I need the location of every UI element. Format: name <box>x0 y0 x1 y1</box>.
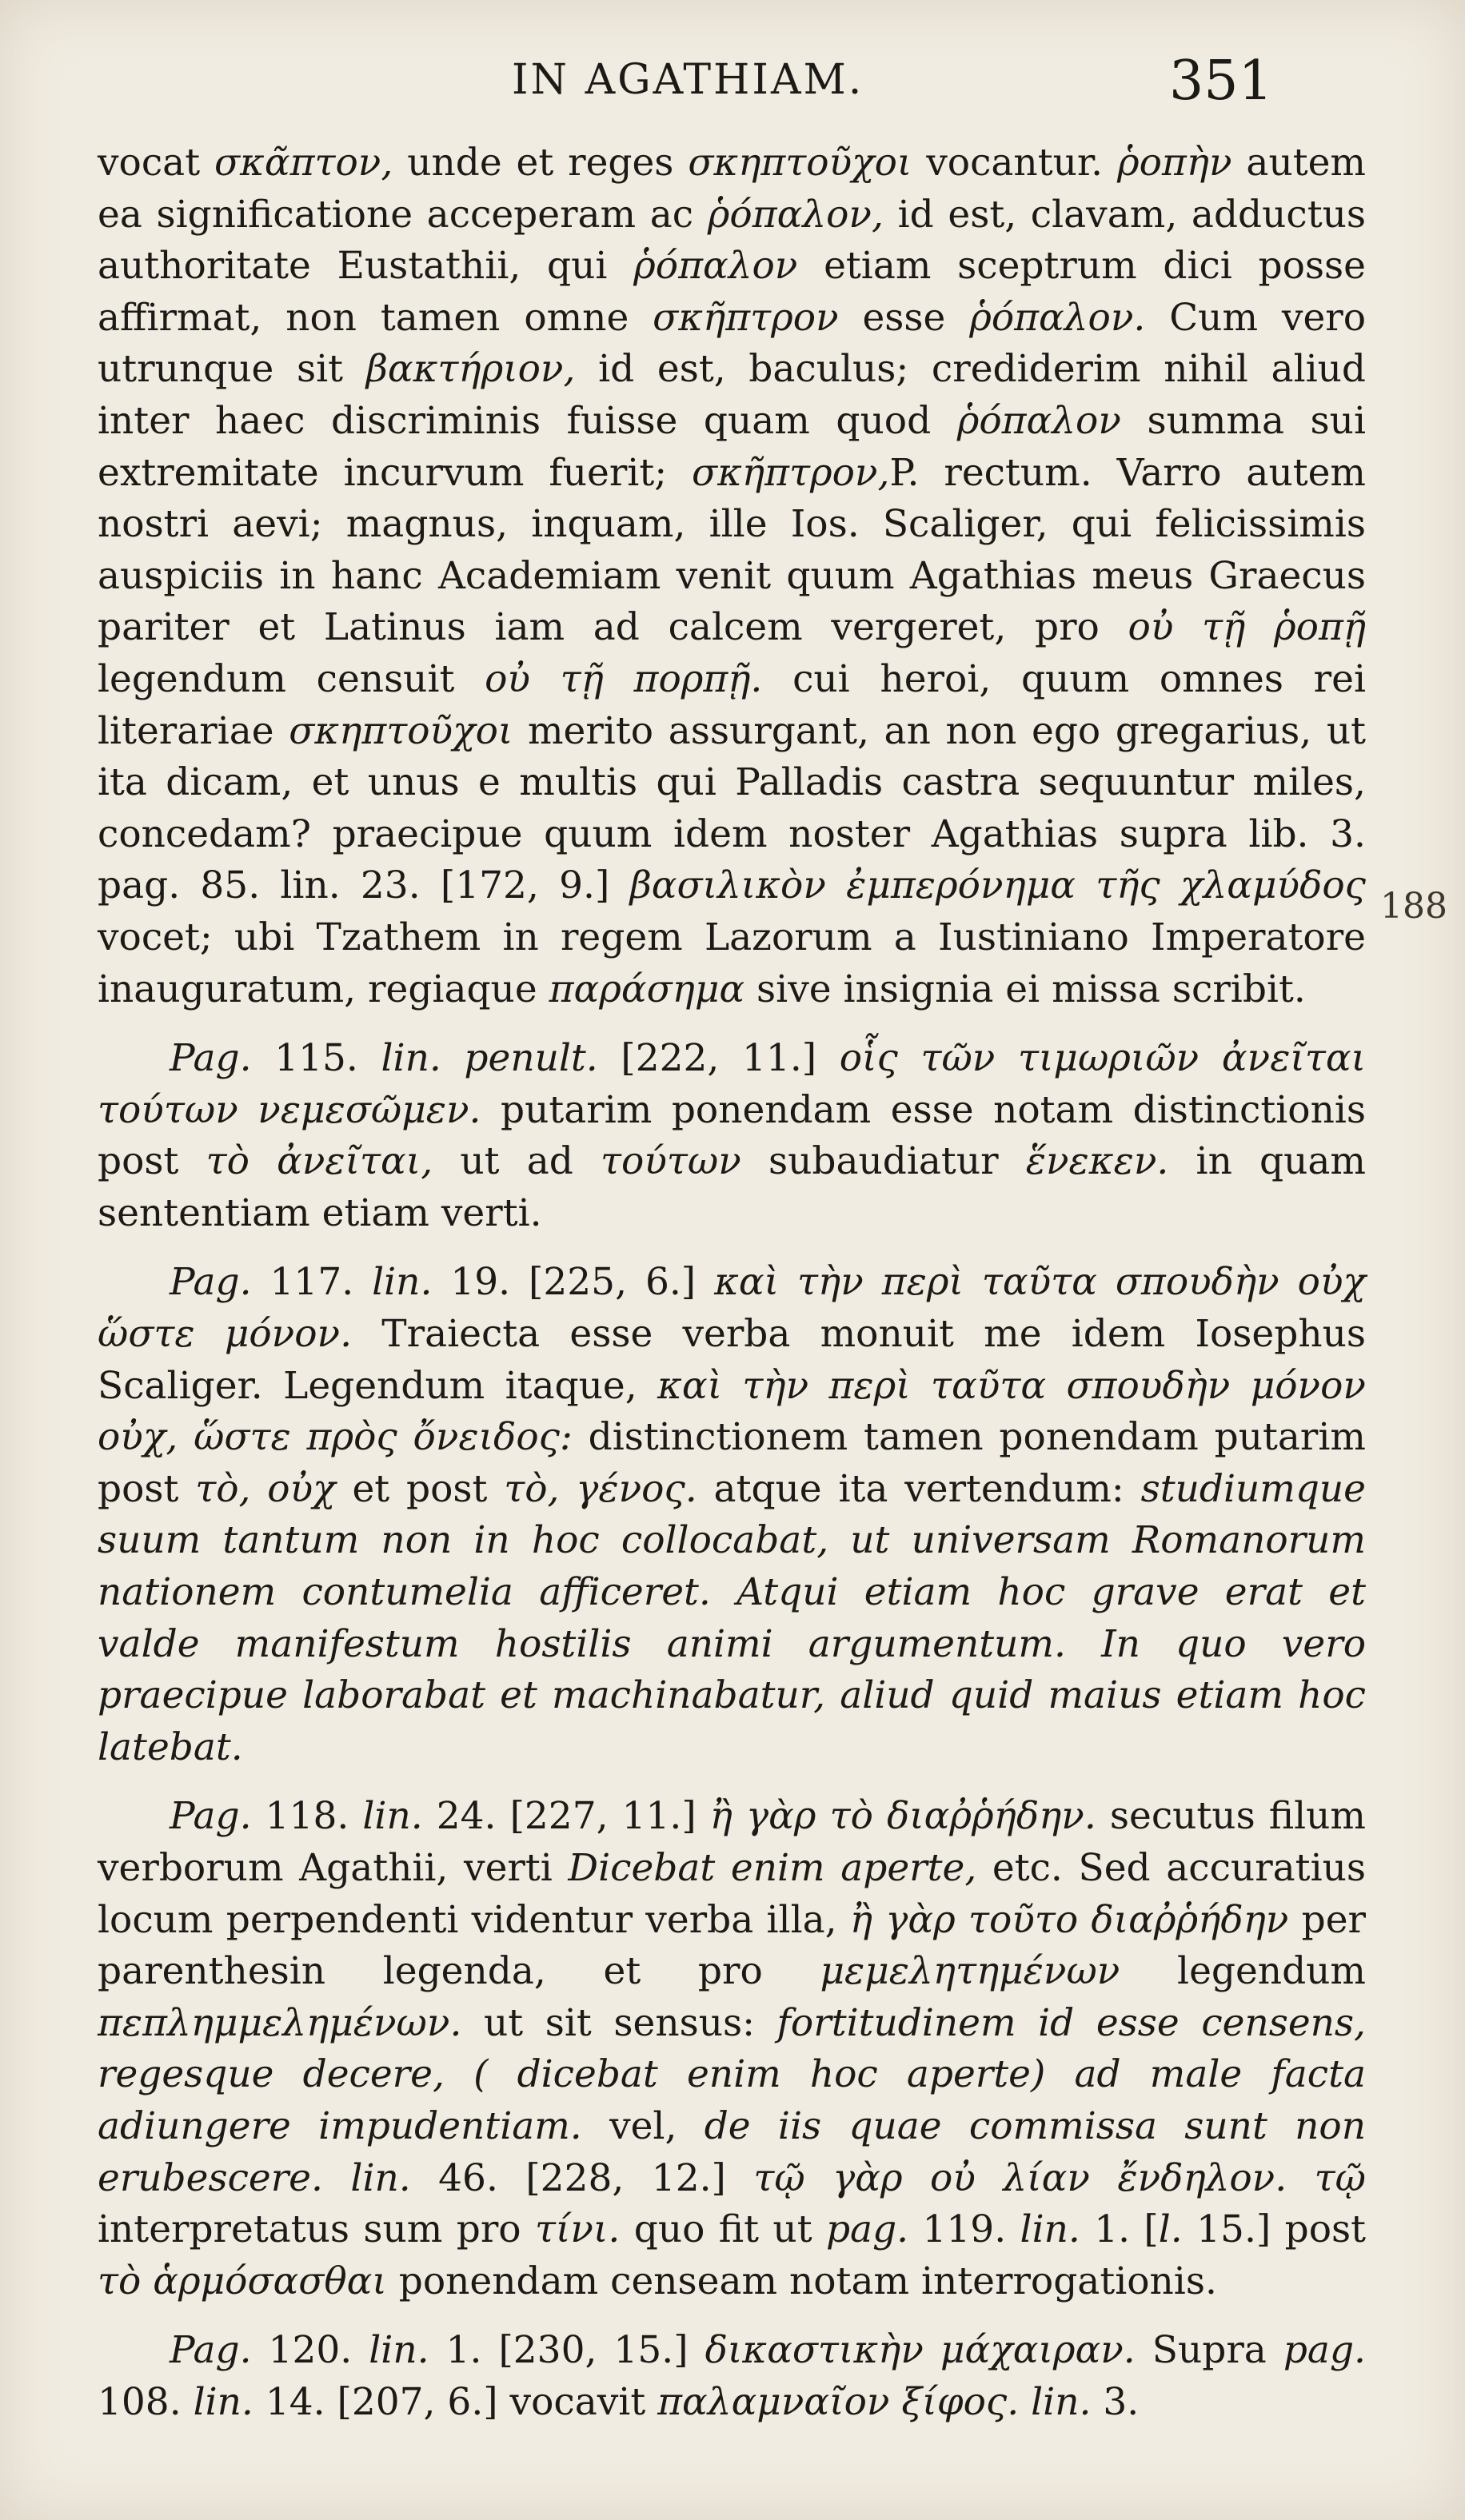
entry-pag-117: Pag. 117. lin. 19. [225, 6.] καὶ τὴν περὶ ταῦτα σπουδὴν οὐχ ὥστε μόνον. Traiecta esse verba monuit me idem Iosephus Scaliger. Legendum itaque, καὶ τὴν περὶ ταῦτα σπουδὴν μόνον οὐχ, ὥστε πρὸς ὄνειδος: distinctionem tamen ponendam putarim post τὸ, οὐχ et post τὸ, γένος. atque ita vertendum: studiumque suum tantum non in hoc collocabat, ut universam Romanorum nationem contumelia afficeret. Atqui etiam hoc grave erat et valde manifestum hostilis animi argumentum. In quo vero praecipue laborabat et machinabatur, aliud quid maius etiam hoc latebat. <box>98 1260 1367 1769</box>
entry-pag-118: Pag. 118. lin. 24. [227, 11.] ἢ γὰρ τὸ διαῤῥήδην. secutus filum verborum Agathii, verti Dicebat enim aperte, etc. Sed accuratius locum perpendenti videntur verba illa, ἢ γὰρ τοῦτο διαῤῥήδην per parenthesin legenda, et pro μεμελητημένων legendum πεπλημμελημένων. ut sit sensus: fortitudinem id esse censens, regesque decere, ( dicebat enim hoc aperte) ad male facta adiungere impudentiam. vel, de iis quae commissa sunt non erubescere. lin. 46. [228, 12.] τῷ γὰρ οὐ λίαν ἔνδηλον. τῷ interpretatus sum pro τίνι. quo fit ut pag. 119. lin. 1. [l. 15.] post τὸ ἁρμόσασθαι ponendam censeam notam interrogationis. <box>98 1794 1366 2303</box>
margin-page-reference: 188 <box>1380 886 1447 927</box>
page-body <box>98 138 1366 2429</box>
page-number: 351 <box>1169 50 1273 113</box>
page-header <box>0 50 1465 122</box>
entry-pag-120: Pag. 120. lin. 1. [230, 15.] δικαστικὴν μάχαιραν. Supra pag. 108. lin. 14. [207, 6.] vocavit παλαμναῖον ξίφος. lin. 3. <box>98 2328 1366 2424</box>
running-head: IN AGATHIAM. <box>512 56 864 104</box>
entry-pag-115: Pag. 115. lin. penult. [222, 11.] οἷς τῶν τιμωριῶν ἀνεῖται τούτων νεμεσῶμεν. putarim ponendam esse notam distinctionis post τὸ ἀνεῖται, ut ad τούτων subaudiatur ἕνεκεν. in quam sententiam etiam verti. <box>98 1036 1367 1235</box>
paragraph-scaliger-note: vocat σκᾶπτον, unde et reges σκηπτοῦχοι vocantur. ῥοπὴν autem ea significatione acceperam ac ῥόπαλον, id est, clavam, adductus authoritate Eustathii, qui ῥόπαλον etiam sceptrum dici posse affirmat, non tamen omne σκῆπτρον esse ῥόπαλον. Cum vero utrunque sit βακτήριον, id est, baculus; crediderim nihil aliud inter haec discriminis fuisse quam quod ῥόπαλον summa sui extremitate incurvum fuerit; σκῆπτρον,P. rectum. Varro autem nostri aevi; magnus, inquam, ille Ios. Scaliger, qui felicissimis auspiciis in hanc Academiam venit quum Agathias meus Graecus pariter et Latinus iam ad calcem vergeret, pro οὐ τῇ ῥοπῇ legendum censuit οὐ τῇ πορπῇ. cui heroi, quum omnes rei literariae σκηπτοῦχοι merito assurgant, an non ego gregarius, ut ita dicam, et unus e multis qui Palladis castra sequuntur miles, concedam? praecipue quum idem noster Agathias supra lib. 3. pag. 85. lin. 23. [172, 9.] βασιλικὸν ἐμπερόνημα τῆς χλαμύδος vocet; ubi Tzathem in regem Lazorum a Iustiniano Imperatore inauguratum, regiaque παράσημα sive insignia ei missa scribit. <box>98 141 1367 1011</box>
